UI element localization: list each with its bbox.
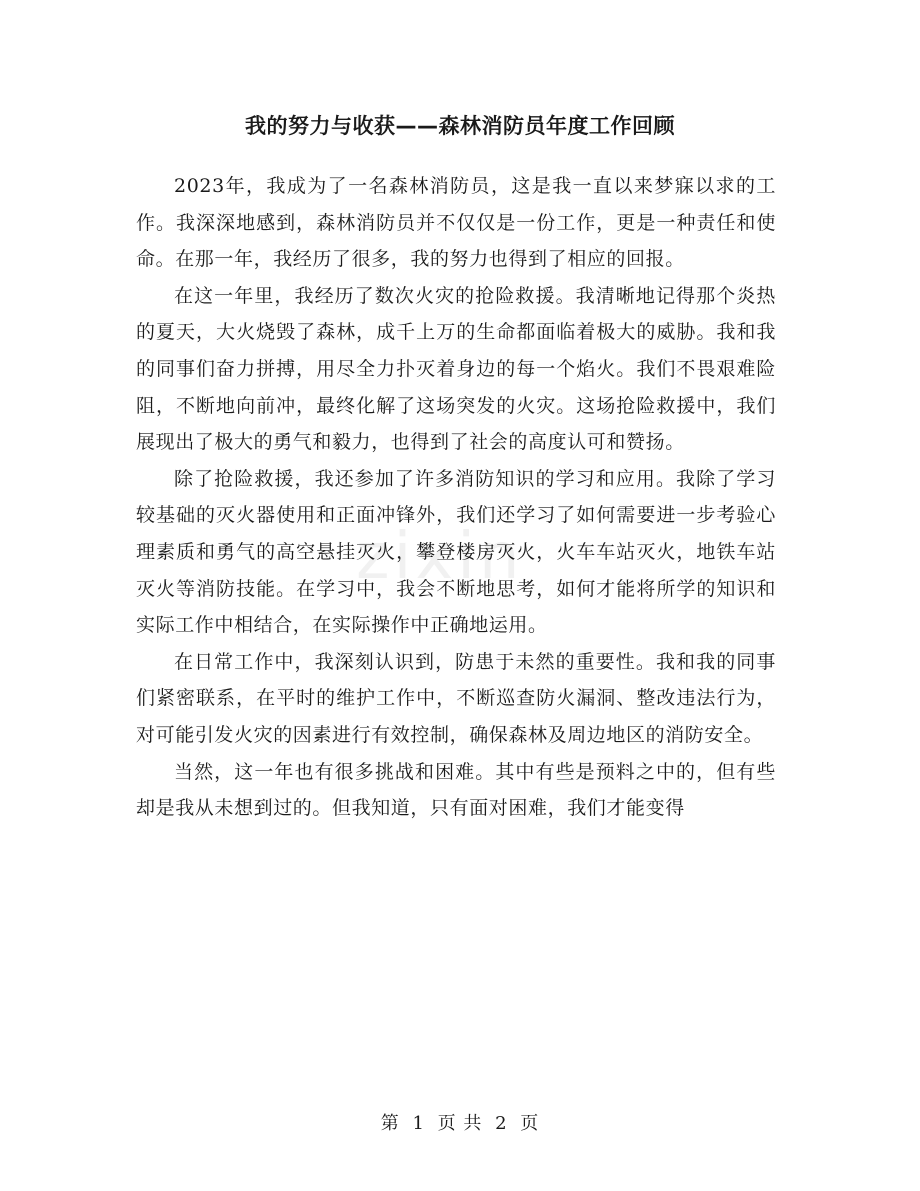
- document-body: [136, 168, 776, 827]
- paragraph-2: 在这一年里，我经历了数次火灾的抢险救援。我清晰地记得那个炎热的夏天，大火烧毁了森林，成千上万的生命都面临着极大的威胁。我和我的同事们奋力拼搏，用尽全力扑灭着身边的每一个焰火。我们不畏艰难险阻，不断地向前冲，最终化解了这场突发的火灾。这场抢险救援中，我们展现出了极大的勇气和毅力，也得到了社会的高度认可和赞扬。: [136, 284, 776, 454]
- footer-total-pages: 2: [495, 1113, 508, 1134]
- paragraph-3: 除了抢险救援，我还参加了许多消防知识的学习和应用。我除了学习较基础的灭火器使用和正面冲锋外，我们还学习了如何需要进一步考验心理素质和勇气的高空悬挂灭火，攀登楼房灭火，火车车站灭火，地铁车站灭火等消防技能。在学习中，我会不断地思考，如何才能将所学的知识和实际工作中相结合，在实际操作中正确地运用。: [136, 467, 776, 637]
- paragraph-4: 在日常工作中，我深刻认识到，防患于未然的重要性。我和我的同事们紧密联系，在平时的维护工作中，不断巡查防火漏洞、整改违法行为，对可能引发火灾的因素进行有效控制，确保森林及周边地区的消防安全。: [136, 650, 776, 746]
- footer-label-of: 页 共: [437, 1113, 483, 1134]
- footer-label-page: 第: [380, 1113, 400, 1134]
- paragraph-5: 当然，这一年也有很多挑战和困难。其中有些是预料之中的，但有些却是我从未想到过的。但我知道，只有面对困难，我们才能变得: [136, 760, 776, 820]
- watermark: zixin: [356, 520, 524, 594]
- footer-current-page: 1: [412, 1113, 425, 1134]
- page-footer: [0, 1110, 920, 1138]
- footer-label-end: 页: [520, 1113, 540, 1134]
- paragraph-1: 2023年，我成为了一名森林消防员，这是我一直以来梦寐以求的工作。我深深地感到，森林消防员并不仅仅是一份工作，更是一种责任和使命。在那一年，我经历了很多，我的努力也得到了相应的回报。: [136, 175, 776, 271]
- document-title: 我的努力与收获——森林消防员年度工作回顾: [245, 114, 675, 138]
